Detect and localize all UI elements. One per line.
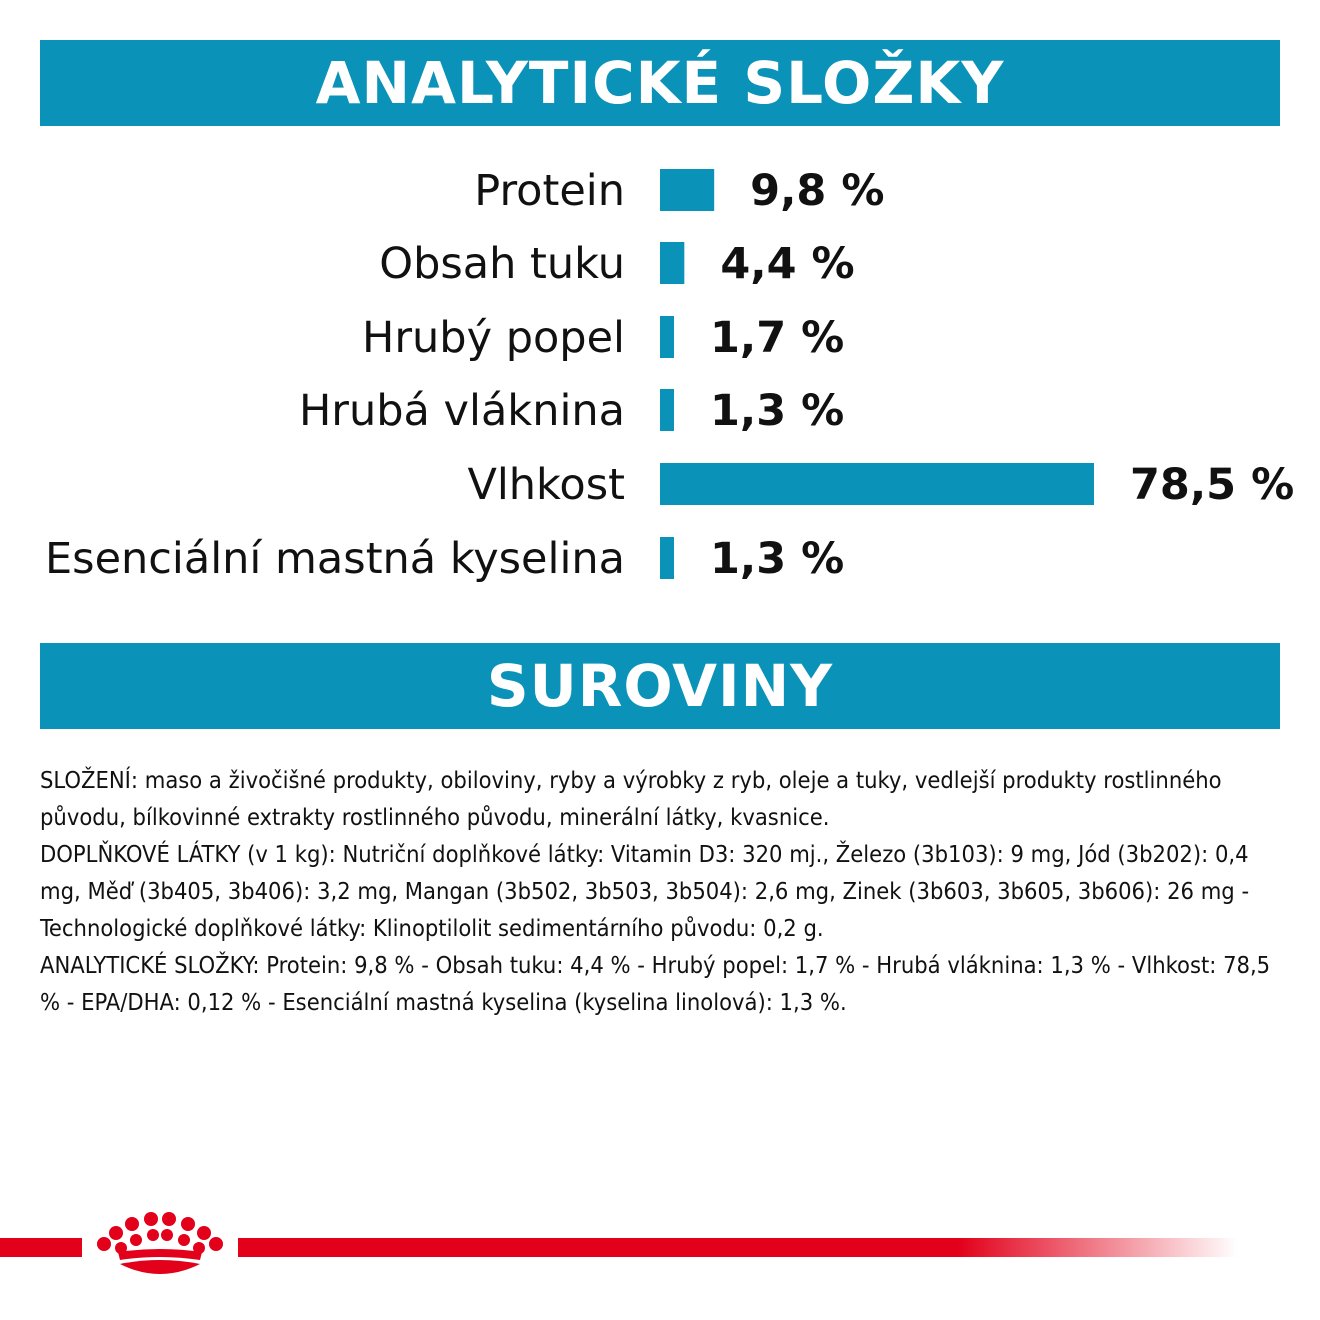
- footer-stripe-right: [238, 1238, 1238, 1257]
- bar: [660, 537, 674, 579]
- bar-label: Hrubá vláknina: [298, 386, 625, 436]
- bar: [660, 242, 684, 284]
- bar-value-label: 78,5 %: [1130, 460, 1295, 510]
- bar-label: Esenciální mastná kyselina: [45, 534, 625, 584]
- composition-paragraph-analytics: ANALYTICKÉ SLOŽKY: Protein: 9,8 % - Obsah tuku: 4,4 % - Hrubý popel: 1,7 % - Hrubá vláknina: 1,3 % - Vlhkost: 78,5 % - EPA/DHA: 0,12 % - Esenciální mastná kyselina (kyselina linolová): 1,3 %.: [40, 951, 1271, 1016]
- crown-logo-icon: [97, 1212, 223, 1274]
- composition-paragraph-additives: DOPLŇKOVÉ LÁTKY (v 1 kg): Nutriční doplňkové látky: Vitamin D3: 320 mj., Železo (3b103): 9 mg, Jód (3b202): 0,4 mg, Měď (3b405, 3b406): 3,2 mg, Mangan (3b502, 3b503, 3b504): 2,6 mg, Zinek (3b603, 3b605, 3b606): 26 mg - Technologické doplňkové látky: Klinoptilolit sedimentárního původu: 0,2 g.: [40, 840, 1250, 942]
- bar-value-label: 1,3 %: [710, 386, 845, 436]
- brand-footer: [0, 1200, 1320, 1300]
- analytics-bar-chart: [0, 0, 1320, 640]
- bar: [660, 389, 674, 431]
- composition-paragraph-ingredients: SLOŽENÍ: maso a živočišné produkty, obiloviny, ryby a výrobky z ryb, oleje a tuky, vedlejší produkty rostlinného původu, bílkovinné extrakty rostlinného původu, minerální látky, kvasnice.: [40, 766, 1222, 831]
- bar-label: Protein: [474, 166, 625, 216]
- bar: [660, 316, 674, 358]
- bar-label: Vlhkost: [467, 460, 625, 510]
- footer-stripe-left: [0, 1238, 82, 1257]
- ingredients-header-title: SUROVINY: [486, 652, 834, 720]
- bar-value-label: 9,8 %: [750, 166, 885, 216]
- bar-label: Obsah tuku: [379, 239, 625, 289]
- bar-label: Hrubý popel: [362, 313, 625, 363]
- bar: [660, 463, 1094, 505]
- bar-value-label: 4,4 %: [720, 239, 855, 289]
- analytics-header-title: ANALYTICKÉ SLOŽKY: [315, 49, 1005, 117]
- bar: [660, 169, 714, 211]
- ingredients-header-banner: [40, 643, 1280, 729]
- composition-text: [40, 762, 1290, 1021]
- bar-value-label: 1,7 %: [710, 313, 845, 363]
- bar-value-label: 1,3 %: [710, 534, 845, 584]
